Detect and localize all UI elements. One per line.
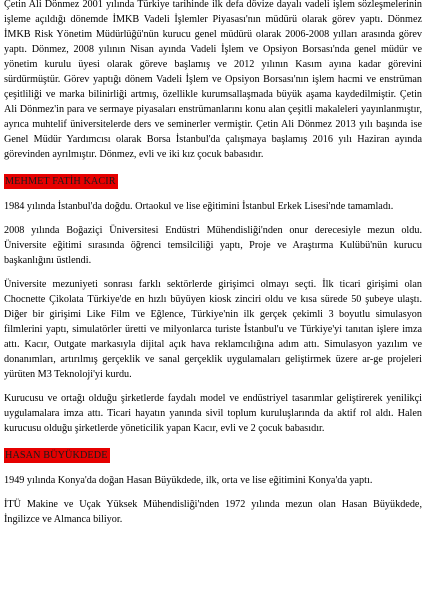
bio-paragraph-buyukdede-birth: 1949 yılında Konya'da doğan Hasan Büyükdede, ilk, orta ve lise eğitimini Konya'da yaptı.: [4, 475, 373, 486]
bio-paragraph-buyukdede-education: İTÜ Makine ve Uçak Yüksek Mühendisliği'nden 1972 yılında mezun olan Hasan Büyükdede, İngilizce ve Almanca biliyor.: [4, 499, 422, 525]
bio-paragraph-kacir-birth: 1984 yılında İstanbul'da doğdu. Ortaokul ve lise eğitimini İstanbul Erkek Lisesi'nde tamamladı.: [4, 201, 394, 212]
bio-paragraph-donmez: Çetin Ali Dönmez 2001 yılında Türkiye tarihinde ilk defa dövize dayalı vadeli işlem sözleşmelerinin işleme açıldığı dönemde İMKB Vadeli İşlemler Piyasası'nın müdürü olarak görev yaptı. Dönmez İMKB Risk Yönetim Müdürlüğü'nün kurucu genel müdürü olarak 2006-2008 yılları arasında görev yaptı. Dönmez, 2008 yılının Nisan ayında Vadeli İşlem ve Opsiyon Borsası'nda genel müdür ve yönetim kurulu üyesi olarak göreve başlamış ve 2012 yılının Kasım ayına kadar görevini sürdürmüştür. Görev yaptığı dönem Vadeli İşlem ve Opsiyon Borsası'nın işlem hacmi ve enstrüman çeşitliliği ve marka bilinirliği artmış, özellikle kurumsallaşmada büyük aşama kaydedilmiştir. Çetin Ali Dönmez'in para ve sermaye piyasaları enstrümanlarını konu alan çeşitli makaleleri yayınlanmıştır, ayrıca muhtelif üniversitelerde ders ve seminerler vermiştir. Çetin Ali Dönmez 2013 yılı başında ise Genel Müdür Yardımcısı olarak Borsa İstanbul'da çalışmaya başlamış 2016 yılı Haziran ayında görevinden ayrılmıştır. Dönmez, evli ve iki kız çocuk babasıdır.: [4, 0, 422, 160]
bio-heading-wrapper: [4, 174, 422, 189]
bio-heading-wrapper: [4, 448, 422, 463]
bio-heading-kacir: MEHMET FATİH KACIR: [5, 176, 116, 187]
bio-paragraph-kacir-career: Üniversite mezuniyeti sonrası farklı sektörlerde girişimci olmayı seçti. İlk ticari girişimi olan Chocnette Çikolata Türkiye'de en hızlı büyüyen kiosk zinciri oldu ve kısa sürede 50 şubeye ulaştı. Diğer bir girişimi Like Film ve Eğlence, Türkiye'nin ilk gerçek çekimli 3 boyutlu simulasyon filmlerini yaptı, simulatörler üretti ve milyonlarca turiste İstanbul'u ve Türkiye'yi tanıtan işlere imza attı. Kacır, Outgate markasıyla dijital açık hava reklamcılığına adım attı. Simulasyon yazılım ve donanımları, artırılmış gerçeklik ve sanal gerçeklik uygulamaları geliştirmek üzere ar-ge projeleri yürüten M3 Teknoloji'yi kurdu.: [4, 279, 422, 380]
bio-paragraph-kacir-education: 2008 yılında Boğaziçi Üniversitesi Endüstri Mühendisliği'nden onur derecesiyle mezun oldu. Üniversite eğitimi sırasında öğrenci temsilciliği yaptı, Proje ve Araştırma Kulübü'nün kurucu başkanlığını üstlendi.: [4, 225, 422, 266]
bio-paragraph-kacir-companies: Kurucusu ve ortağı olduğu şirketlerde faydalı model ve endüstriyel tasarımlar geliştirerek yenilikçi uygulamalara imza attı. Ticari hayatın yanında sivil toplum kuruluşlarında da aktif rol aldı. Halen kurucusu olduğu şirketlerde yöneticilik yapan Kacır, evli ve 2 çocuk babasıdır.: [4, 393, 422, 434]
bio-heading-buyukdede: HASAN BÜYÜKDEDE: [5, 450, 108, 461]
